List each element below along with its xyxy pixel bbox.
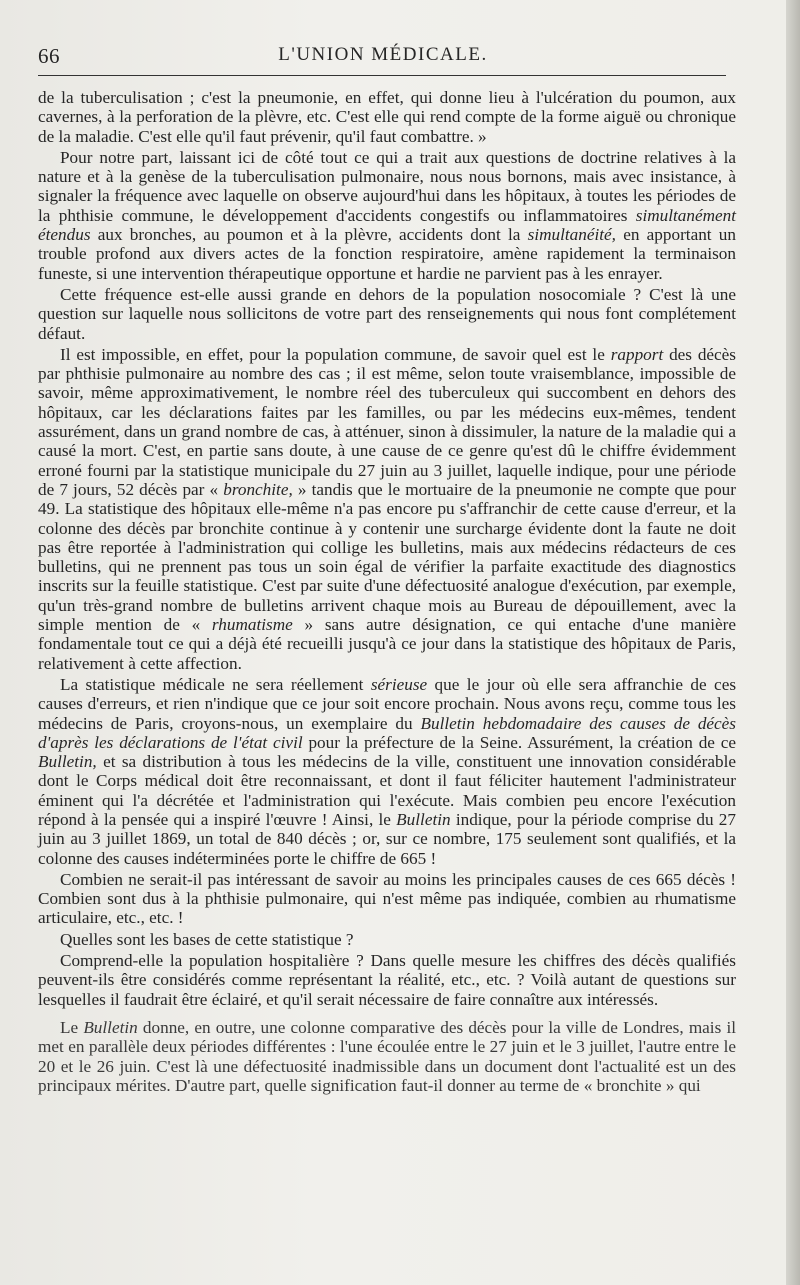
page-edge-shadow	[786, 0, 800, 1285]
emphasis: simultanément étendus	[38, 205, 736, 245]
paragraph-6: Combien ne serait-il pas intéressant de savoir au moins les principales causes de ces 665 décès ! Combien sont dus à la phthisie pulmonaire, qui n'est même pas indiquée, combien au rhumatisme articulaire, etc., etc. !	[38, 869, 736, 928]
paragraph-8: Comprend-elle la population hospitalière ? Dans quelle mesure les chiffres des décès qualifiés peuvent-ils être considérés comme représentant la réalité, etc., etc. ? Voilà autant de questions sur lesquelles il faudrait être éclairé, et qu'il serait nécessaire de faire connaître aux intéressés.	[38, 951, 736, 1009]
paragraph-1: de la tuberculisation ; c'est la pneumonie, en effet, qui donne lieu à l'ulcération du poumon, aux cavernes, à la perforation de la plèvre, etc. C'est elle qui rend compte de la forme aiguë ou chronique de la maladie. C'est elle qu'il faut prévenir, qu'il faut combattre. »	[38, 88, 736, 146]
emphasis: rapport	[610, 344, 664, 364]
paragraph-4: Il est impossible, en effet, pour la population commune, de savoir quel est le rapport des décès par phthisie pulmonaire au nombre des cas ; il est même, selon toute vraisemblance, impossible de savoir, même approximativement, le nombre réel des tuberculeux qui succombent en dehors des hôpitaux, car les déclarations faites par les familles, ou par les médecins eux-mêmes, tendent assurément, dans un grand nombre de cas, à atténuer, sinon à dissimuler, la nature de la maladie qui a causé la mort. C'est, en partie sans doute, à une cause de ce genre qu'est dû le chiffre évidemment erroné fourni par la statistique municipale du 27 juin au 3 juillet, laquelle indique, pour une période de 7 jours, 52 décès par « bronchite, » tandis que le mortuaire de la pneumonie ne compte que pour 49. La statistique des hôpitaux elle-même n'a pas encore pu s'affranchir de cette cause d'erreur, et la colonne des décès par bronchite continue à y contenir une surcharge évidente dont la faute ne doit pas être reportée à l'administration qui collige les bulletins, mais aux médecins rédacteurs de ces bulletins, qui ne prennent pas tous un soin égal de vérifier la parfaite exactitude des diagnostics inscrits sur la feuille statistique. C'est par suite d'une défectuosité analogue d'exécution, par exemple, qu'un très-grand nombre de bulletins arrivent chaque mois au Bureau de dépouillement, avec la simple mention de « rhumatisme » sans autre désignation, ce qui entache d'une manière fondamentale tout ce qui a déjà été recueilli jusqu'à ce jour dans la statistique des hôpitaux de Paris, relativement à cette affection.	[38, 344, 736, 673]
emphasis: simultanéité,	[527, 225, 616, 245]
emphasis: sérieuse	[370, 674, 428, 694]
header-rule	[38, 75, 726, 76]
emphasis: rhumatisme	[211, 615, 293, 635]
page-number: 66	[38, 44, 60, 68]
running-title: L'UNION MÉDICALE.	[278, 44, 488, 65]
page-header	[38, 44, 728, 74]
paragraph-3: Cette fréquence est-elle aussi grande en dehors de la population nosocomiale ? C'est là une question sur laquelle nous sollicitons de votre part des renseignements qui nous font complétement défaut.	[38, 284, 736, 343]
emphasis: Bulletin hebdomadaire des causes de décès d'après les déclarations de l'état civil	[38, 713, 736, 752]
paragraph-5: La statistique médicale ne sera réellement sérieuse que le jour où elle sera affranchie de ces causes d'erreurs, et rien n'indique que ce jour soit encore prochain. Nous avons reçu, comme tous les médecins de Paris, croyons-nous, un exemplaire du Bulletin hebdomadaire des causes de décès d'après les déclarations de l'état civil pour la préfecture de la Seine. Assurément, la création de ce Bulletin, et sa distribution à tous les médecins de la ville, constituent une innovation considérable dont le Corps médical doit être reconnaissant, et dont il faut féliciter hautement l'administrateur éminent qui l'a décrétée et l'administration qui l'exécute. Mais combien peu encore l'exécution répond à la pensée qui a inspiré l'œuvre ! Ainsi, le Bulletin indique, pour la période comprise du 27 juin au 3 juillet 1869, un total de 840 décès ; or, sur ce nombre, 175 seulement sont qualifiés, et la colonne des causes indéterminées porte le chiffre de 665 !	[38, 674, 737, 868]
paragraph-9: Le Bulletin donne, en outre, une colonne comparative des décès pour la ville de Londres, mais il met en parallèle deux périodes différentes : l'une écoulée entre le 27 juin et le 3 juillet, l'autre entre le 20 et le 26 juin. C'est là une défectuosité inadmissible dans un document dont l'actualité est un des principaux mérites. D'autre part, quelle signification faut-il donner au terme de « bronchite » qui	[38, 1017, 736, 1095]
emphasis: bronchite,	[223, 479, 293, 499]
emphasis: Bulletin,	[38, 752, 97, 772]
emphasis: Bulletin	[396, 809, 451, 829]
article-body	[38, 88, 736, 1095]
emphasis: Bulletin	[83, 1017, 138, 1037]
paragraph-2: Pour notre part, laissant ici de côté tout ce qui a trait aux questions de doctrine relatives à la nature et à la genèse de la tuberculisation pulmonaire, nous nous bornons, mais avec insistance, à signaler la fréquence avec laquelle on observe aujourd'hui dans les hôpitaux, à toutes les périodes de la phthisie commune, le développement d'accidents congestifs ou inflammatoires simultanément étendus aux bronches, au poumon et à la plèvre, accidents dont la simultanéité, en apportant un trouble profond aux divers actes de la fonction respiratoire, amène rapidement la terminaison funeste, si une intervention thérapeutique opportune et hardie ne parvient pas à les enrayer.	[38, 147, 736, 283]
paragraph-7: Quelles sont les bases de cette statistique ?	[60, 929, 354, 949]
